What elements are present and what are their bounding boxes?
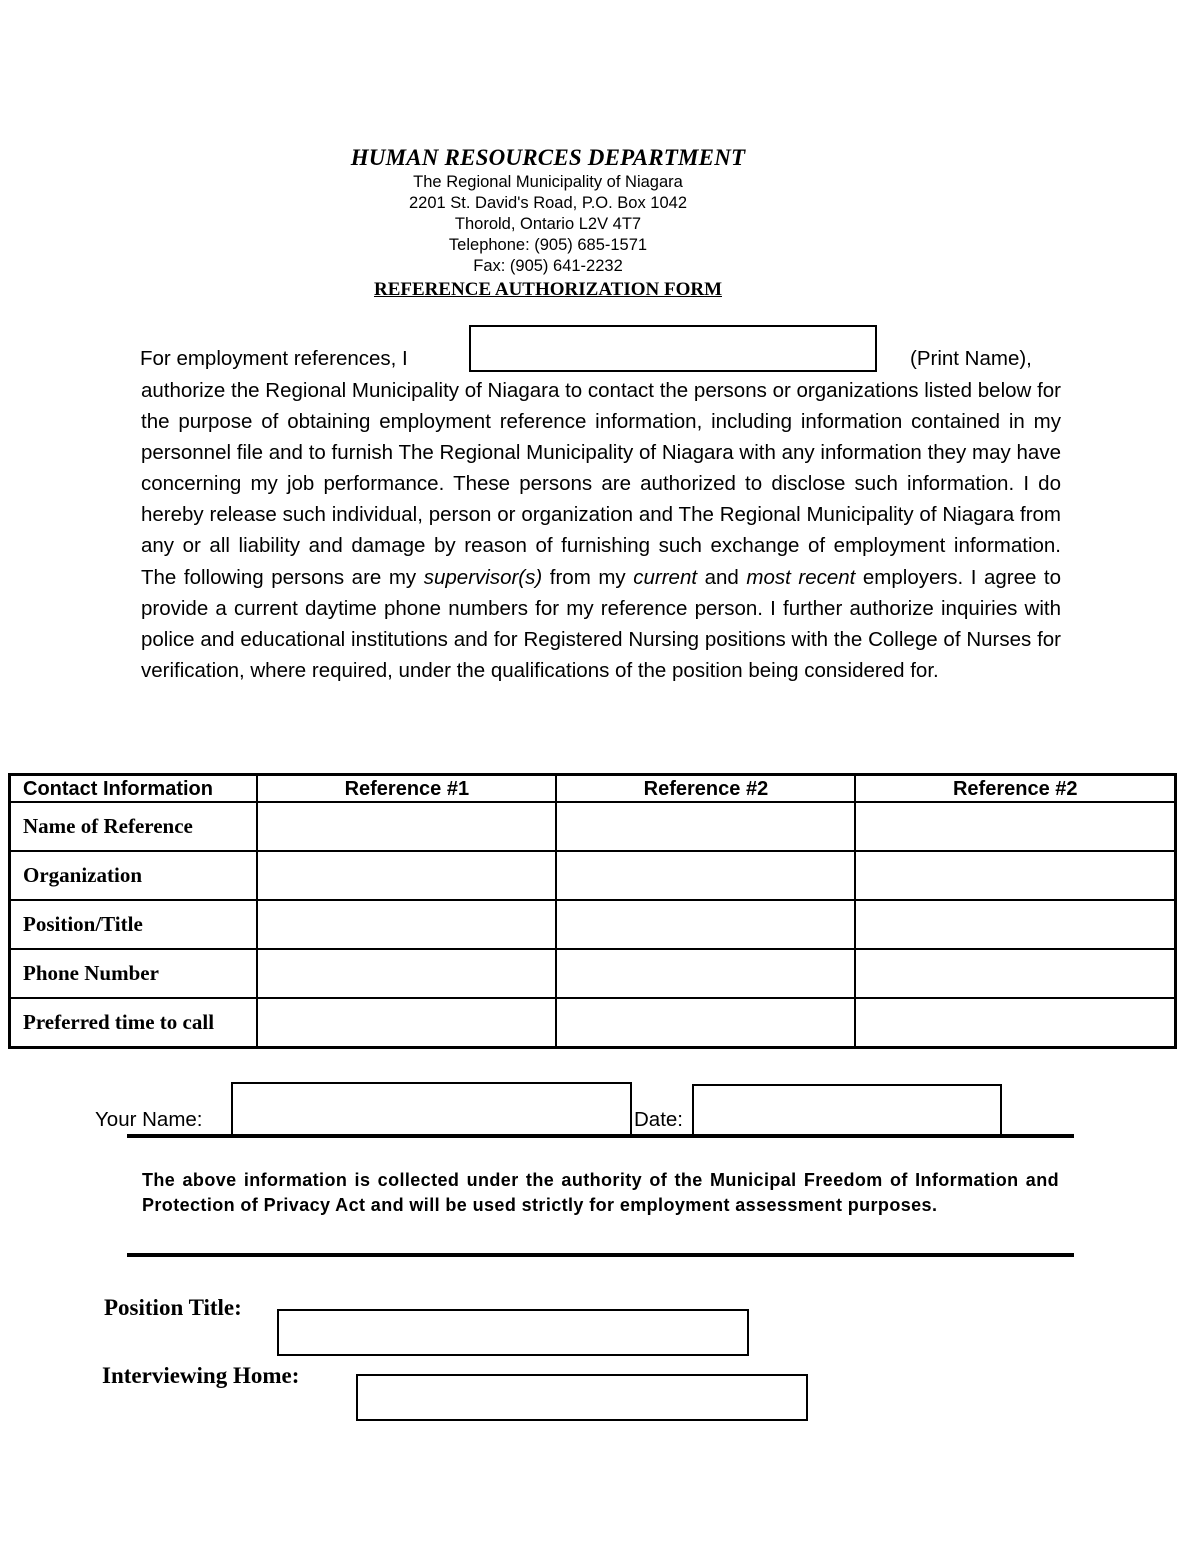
table-header-row	[10, 775, 1176, 803]
paragraph-text: employers. I agree to provide a current daytime phone numbers for my reference person. I further authorize inquiries with police and educational institutions and for Registered Nursing positions with the College of Nurses for verification, where required, under the qualifications of the position being considered for.	[141, 565, 1062, 682]
reference-1-time-cell[interactable]	[257, 998, 556, 1048]
date-label: Date:	[634, 1108, 683, 1131]
row-label-organization: Organization	[10, 851, 258, 900]
column-header-reference-2: Reference #2	[556, 775, 855, 803]
emphasis-supervisors: supervisor(s)	[423, 565, 543, 589]
address-line-organization: The Regional Municipality of Niagara	[413, 173, 683, 191]
table-row	[10, 802, 1176, 851]
reference-2-position-cell[interactable]	[556, 900, 855, 949]
row-label-phone-number: Phone Number	[10, 949, 258, 998]
reference-2-name-cell[interactable]	[556, 802, 855, 851]
table-row	[10, 900, 1176, 949]
print-name-field[interactable]	[469, 325, 877, 372]
paragraph-text: and	[704, 565, 739, 589]
position-title-field[interactable]	[277, 1309, 749, 1356]
print-name-label: (Print Name),	[910, 347, 1032, 370]
reference-2-time-cell[interactable]	[556, 998, 855, 1048]
form-title: REFERENCE AUTHORIZATION FORM	[373, 279, 722, 300]
reference-1-phone-cell[interactable]	[257, 949, 556, 998]
column-header-reference-1: Reference #1	[257, 775, 556, 803]
form-header	[0, 144, 1096, 302]
reference-3-name-cell[interactable]	[855, 802, 1175, 851]
reference-3-position-cell[interactable]	[855, 900, 1175, 949]
table-row	[10, 949, 1176, 998]
row-label-position-title: Position/Title	[10, 900, 258, 949]
address-line-street: 2201 St. David's Road, P.O. Box 1042	[408, 194, 688, 212]
department-title: HUMAN RESOURCES DEPARTMENT	[350, 145, 746, 170]
column-header-contact-information: Contact Information	[10, 775, 258, 803]
authorization-paragraph	[141, 375, 1061, 686]
reference-table	[8, 773, 1177, 1049]
reference-3-phone-cell[interactable]	[855, 949, 1175, 998]
interviewing-home-label: Interviewing Home:	[102, 1363, 300, 1388]
intro-lead-text: For employment references, I	[140, 347, 408, 370]
row-label-name-of-reference: Name of Reference	[10, 802, 258, 851]
position-title-label: Position Title:	[104, 1295, 242, 1320]
interviewing-home-field[interactable]	[356, 1374, 808, 1421]
divider-bottom	[127, 1253, 1074, 1257]
paragraph-text: from my	[549, 565, 626, 589]
reference-1-organization-cell[interactable]	[257, 851, 556, 900]
reference-2-organization-cell[interactable]	[556, 851, 855, 900]
reference-1-position-cell[interactable]	[257, 900, 556, 949]
reference-2-phone-cell[interactable]	[556, 949, 855, 998]
table-row	[10, 998, 1176, 1048]
divider-top	[127, 1134, 1074, 1138]
your-name-label: Your Name:	[95, 1108, 203, 1131]
table-row	[10, 851, 1176, 900]
your-name-field[interactable]	[231, 1082, 632, 1136]
address-line-fax: Fax: (905) 641-2232	[473, 257, 623, 275]
column-header-reference-3: Reference #2	[855, 775, 1175, 803]
reference-3-organization-cell[interactable]	[855, 851, 1175, 900]
emphasis-current: current	[633, 565, 698, 589]
reference-3-time-cell[interactable]	[855, 998, 1175, 1048]
address-line-city: Thorold, Ontario L2V 4T7	[454, 215, 642, 233]
paragraph-text: authorize the Regional Municipality of Niagara to contact the persons or organizations listed below for the purpose of obtaining employment reference information, including information contained in my personnel file and to furnish The Regional Municipality of Niagara with any information they may have concerning my job performance. These persons are authorized to disclose such information. I do hereby release such individual, person or organization and The Regional Municipality of Niagara from any or all liability and damage by reason of furnishing such exchange of employment information. The following persons are my	[141, 379, 1061, 589]
address-line-telephone: Telephone: (905) 685-1571	[448, 236, 648, 254]
emphasis-most-recent: most recent	[746, 565, 856, 589]
privacy-notice: The above information is collected under the authority of the Municipal Freedom of Information and Protection of Privacy Act and will be used strictly for employment assessment purposes.	[142, 1170, 1059, 1215]
reference-1-name-cell[interactable]	[257, 802, 556, 851]
date-field[interactable]	[692, 1084, 1002, 1136]
row-label-preferred-time-to-call: Preferred time to call	[10, 998, 258, 1048]
